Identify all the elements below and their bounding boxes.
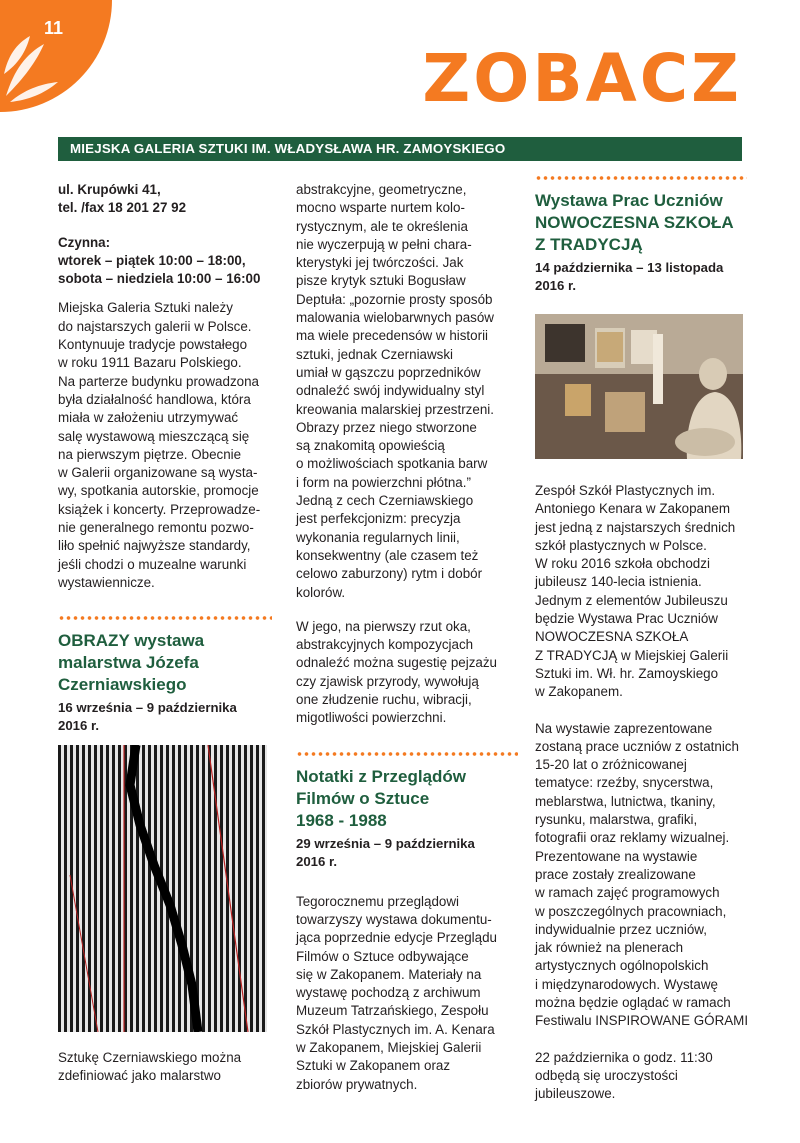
title-line: malarstwa Józefa xyxy=(58,653,199,673)
text-line: jest jedną z najstarszych średnich xyxy=(535,519,736,535)
exhibition-dates xyxy=(296,835,518,871)
text-line: abstrakcyjnych kompozycjach xyxy=(296,637,474,653)
text-line: Sztuki w Zakopanem oraz xyxy=(296,1058,451,1074)
text-line: do najstarszych galerii w Polsce. xyxy=(58,318,252,334)
text-line: jest perfekcjonizm: precyzja xyxy=(296,511,461,527)
text-line: Sztuki im. Wł. hr. Zamoyskiego xyxy=(535,665,719,681)
text-line: mocno wsparte nurtem kolo- xyxy=(296,200,465,216)
text-line: wykonania regularnych linii, xyxy=(296,529,460,545)
opening-hours xyxy=(58,234,272,289)
text-line: Szkół Plastycznych im. A. Kenara xyxy=(296,1021,495,1037)
text-line: artystycznych ogólnopolskich xyxy=(535,958,709,974)
text-line: Z TRADYCJĄ w Miejskiej Galerii xyxy=(535,647,729,663)
text-line: 15-20 lat o zróżnicowanej xyxy=(535,757,687,773)
title-line: Notatki z Przeglądów xyxy=(296,766,467,786)
text-line: Antoniego Kenara w Zakopanem xyxy=(535,501,731,517)
exhibition-obrazy xyxy=(58,616,272,735)
text-line: w poszczególnych pracowniach, xyxy=(535,903,727,919)
text-line: Na wystawie zaprezentowane xyxy=(535,720,713,736)
paragraph-ceremony xyxy=(535,1049,747,1104)
date-line: 29 września – 9 października xyxy=(296,835,475,851)
text-line: Obrazy przez niego stworzone xyxy=(296,419,477,435)
text-line: nie generalnego remontu pozwo- xyxy=(58,520,254,536)
text-line: konsekwentny (ale czasem też xyxy=(296,547,479,563)
text-line: miała w założeniu utrzymywać xyxy=(58,410,239,426)
text-line: fotografii oraz reklamy wizualnej. xyxy=(535,830,730,846)
text-line: Festiwalu INSPIROWANE GÓRAMI xyxy=(535,1013,749,1029)
text-line: Deptuła: „pozornie prosty sposób xyxy=(296,291,493,307)
text-line: są znakomitą opowieścią xyxy=(296,438,445,454)
title-line: NOWOCZESNA SZKOŁA xyxy=(535,213,734,232)
text-line: meblarstwa, lutnictwa, tkaniny, xyxy=(535,793,716,809)
text-line: zostaną prace uczniów z ostatnich xyxy=(535,738,739,754)
text-line: Prezentowane na wystawie xyxy=(535,848,698,864)
text-line: kterystyki jej twórczości. Jak xyxy=(296,255,464,271)
corner-leaf-decoration-icon xyxy=(0,0,112,112)
text-line: jubileuszowe. xyxy=(535,1086,616,1102)
text-line: celowo zaburzony) rytm i dobór xyxy=(296,566,483,582)
dotted-divider xyxy=(58,616,272,620)
text-line: towarzyszy wystawa dokumentu- xyxy=(296,911,492,927)
title-line: Z TRADYCJĄ xyxy=(535,235,643,254)
text-line: Na parterze budynku prowadzona xyxy=(58,373,259,389)
exhibition-title xyxy=(58,630,272,696)
text-line: Zespół Szkół Plastycznych im. xyxy=(535,483,716,498)
text-line: pisze krytyk sztuki Bogusław xyxy=(296,273,466,289)
title-line: 1968 - 1988 xyxy=(296,810,387,830)
text-line: w ramach zajęć programowych xyxy=(535,885,720,901)
section-banner: MIEJSKA GALERIA SZTUKI IM. WŁADYSŁAWA HR. ZAMOYSKIEGO xyxy=(58,137,742,161)
exhibition-dates xyxy=(58,699,272,735)
dotted-divider xyxy=(535,176,747,180)
text-line: kreowania malarskiej przestrzeni. xyxy=(296,401,494,417)
text-line: Jedną z cech Czerniawskiego xyxy=(296,493,474,509)
text-line: można będzie oglądać w ramach xyxy=(535,995,731,1011)
text-line: kolorów. xyxy=(296,584,346,600)
column-1 xyxy=(58,181,272,735)
text-line: ma wiele precedensów w historii xyxy=(296,328,489,344)
paragraph-school xyxy=(535,482,747,702)
date-line: 2016 r. xyxy=(535,278,577,293)
dotted-divider xyxy=(296,752,518,756)
text-line: jąca poprzednie edycje Przeglądu xyxy=(296,930,497,946)
phone-line: tel. /fax 18 201 27 92 xyxy=(58,200,187,216)
date-line: 2016 r. xyxy=(296,853,338,869)
text-line: w Zakopanem, Miejskiej Galerii xyxy=(296,1039,482,1055)
text-line: w Galerii organizowane są wysta- xyxy=(58,465,258,481)
address-line: ul. Krupówki 41, xyxy=(58,182,161,197)
text-line: Filmów o Sztuce odbywające xyxy=(296,948,469,964)
czerniawski-painting xyxy=(58,745,267,1032)
text-line: czy zjawisk przyrody, wywołują xyxy=(296,673,479,689)
text-line: wystawiennicze. xyxy=(58,574,155,590)
text-line: jubileusz 140-lecia istnienia. xyxy=(535,574,702,590)
text-line: odbędą się uroczystości xyxy=(535,1067,678,1083)
page-number: 11 xyxy=(44,18,64,38)
paragraph-landscape xyxy=(296,618,518,728)
title-line: OBRAZY wystawa xyxy=(58,631,205,651)
text-line: w Zakopanem. xyxy=(535,684,623,700)
text-line: W jego, na pierwszy rzut oka, xyxy=(296,618,471,634)
text-line: szkół plastycznych w Polsce. xyxy=(535,537,707,553)
text-line: tematyce: rzeźby, snycerstwa, xyxy=(535,775,714,791)
text-line: odnaleźć można sugestię pejzażu xyxy=(296,655,497,671)
text-line: malowania wielobarwnych pasów xyxy=(296,310,494,326)
caption-line: zdefiniować jako malarstwo xyxy=(58,1068,221,1084)
text-line: Miejska Galeria Sztuki należy xyxy=(58,300,233,316)
text-line: Tegorocznemu przeglądowi xyxy=(296,893,460,909)
text-line: zbiorów prywatnych. xyxy=(296,1076,418,1092)
text-line: Kontynuuje tradycje powstałego xyxy=(58,337,248,353)
text-line: abstrakcyjne, geometryczne, xyxy=(296,182,467,197)
text-line: migotliwości powierzchni. xyxy=(296,710,447,726)
exhibition-title xyxy=(296,766,518,832)
text-line: była działalność handlowa, która xyxy=(58,391,251,407)
text-line: rysunku, malarstwa, grafiki, xyxy=(535,812,698,828)
text-line: odnaleźć swój indywidualny styl xyxy=(296,383,485,399)
text-line: się w Zakopanem. Materiały na xyxy=(296,966,482,982)
title-line: Wystawa Prac Uczniów xyxy=(535,191,723,210)
text-line: salę wystawową mieszczącą się xyxy=(58,428,250,444)
text-line: rystycznym, ale te określenia xyxy=(296,218,468,234)
text-line: sztuki, jednak Czerniawski xyxy=(296,346,454,362)
caption-line: Sztukę Czerniawskiego można xyxy=(58,1050,242,1065)
text-line: na pierwszym piętrze. Obecnie xyxy=(58,446,242,462)
paragraph-czerniawski xyxy=(296,181,518,602)
gallery-exhibition-photo xyxy=(535,314,743,459)
text-line: umiał w gąszczu poprzedników xyxy=(296,364,481,380)
text-line: Muzeum Tatrzańskiego, Zespołu xyxy=(296,1003,489,1019)
text-line: 22 października o godz. 11:30 xyxy=(535,1049,713,1065)
column-2 xyxy=(296,181,518,1094)
hours-label: Czynna: xyxy=(58,234,111,250)
text-line: indywidualnie przez uczniów, xyxy=(535,921,707,937)
title-line: Filmów o Sztuce xyxy=(296,788,430,808)
address-block xyxy=(58,181,272,218)
text-line: i form na powierzchni płótna.” xyxy=(296,474,471,490)
painting-caption xyxy=(58,1049,272,1086)
text-line: W roku 2016 szkoła obchodzi xyxy=(535,556,710,572)
exhibition-notatki xyxy=(296,752,518,871)
paragraph-works xyxy=(535,720,747,1031)
text-line: jeśli chodzi o muzealne warunki xyxy=(58,556,247,572)
text-line: i międzynarodowych. Wystawę xyxy=(535,976,718,992)
text-line: Jednym z elementów Jubileuszu xyxy=(535,592,728,608)
exhibition-dates xyxy=(535,259,747,295)
intro-paragraph xyxy=(58,299,272,592)
hours-weekday: wtorek – piątek 10:00 – 18:00, xyxy=(58,252,246,268)
text-line: o możliwościach spotkania barw xyxy=(296,456,488,472)
text-line: NOWOCZESNA SZKOŁA xyxy=(535,629,689,645)
hours-weekend: sobota – niedziela 10:00 – 16:00 xyxy=(58,271,261,287)
title-line: Czerniawskiego xyxy=(58,675,187,695)
text-line: prace zostały zrealizowane xyxy=(535,866,696,882)
text-line: w roku 1911 Bazaru Polskiego. xyxy=(58,355,242,371)
date-line: 2016 r. xyxy=(58,718,100,734)
text-line: jak również na plenerach xyxy=(535,940,684,956)
text-line: wystawę pochodzą z archiwum xyxy=(296,985,481,1001)
text-line: wy, spotkania autorskie, promocje xyxy=(58,483,259,499)
date-line: 16 września – 9 października xyxy=(58,700,237,716)
page-title: ZOBACZ xyxy=(422,40,742,117)
text-line: książek i koncerty. Przeprowadze- xyxy=(58,501,261,517)
date-line: 14 października – 13 listopada xyxy=(535,260,724,275)
exhibition-title xyxy=(535,190,747,256)
text-line: one złudzenie ruchu, wibracji, xyxy=(296,692,472,708)
paragraph-festival xyxy=(296,893,518,1094)
exhibition-nowoczesna xyxy=(535,176,747,295)
text-line: liło spełnić najwyższe standardy, xyxy=(58,538,251,554)
text-line: nie wyczerpują w pełni chara- xyxy=(296,236,472,252)
text-line: będzie Wystawa Prac Uczniów xyxy=(535,611,718,627)
